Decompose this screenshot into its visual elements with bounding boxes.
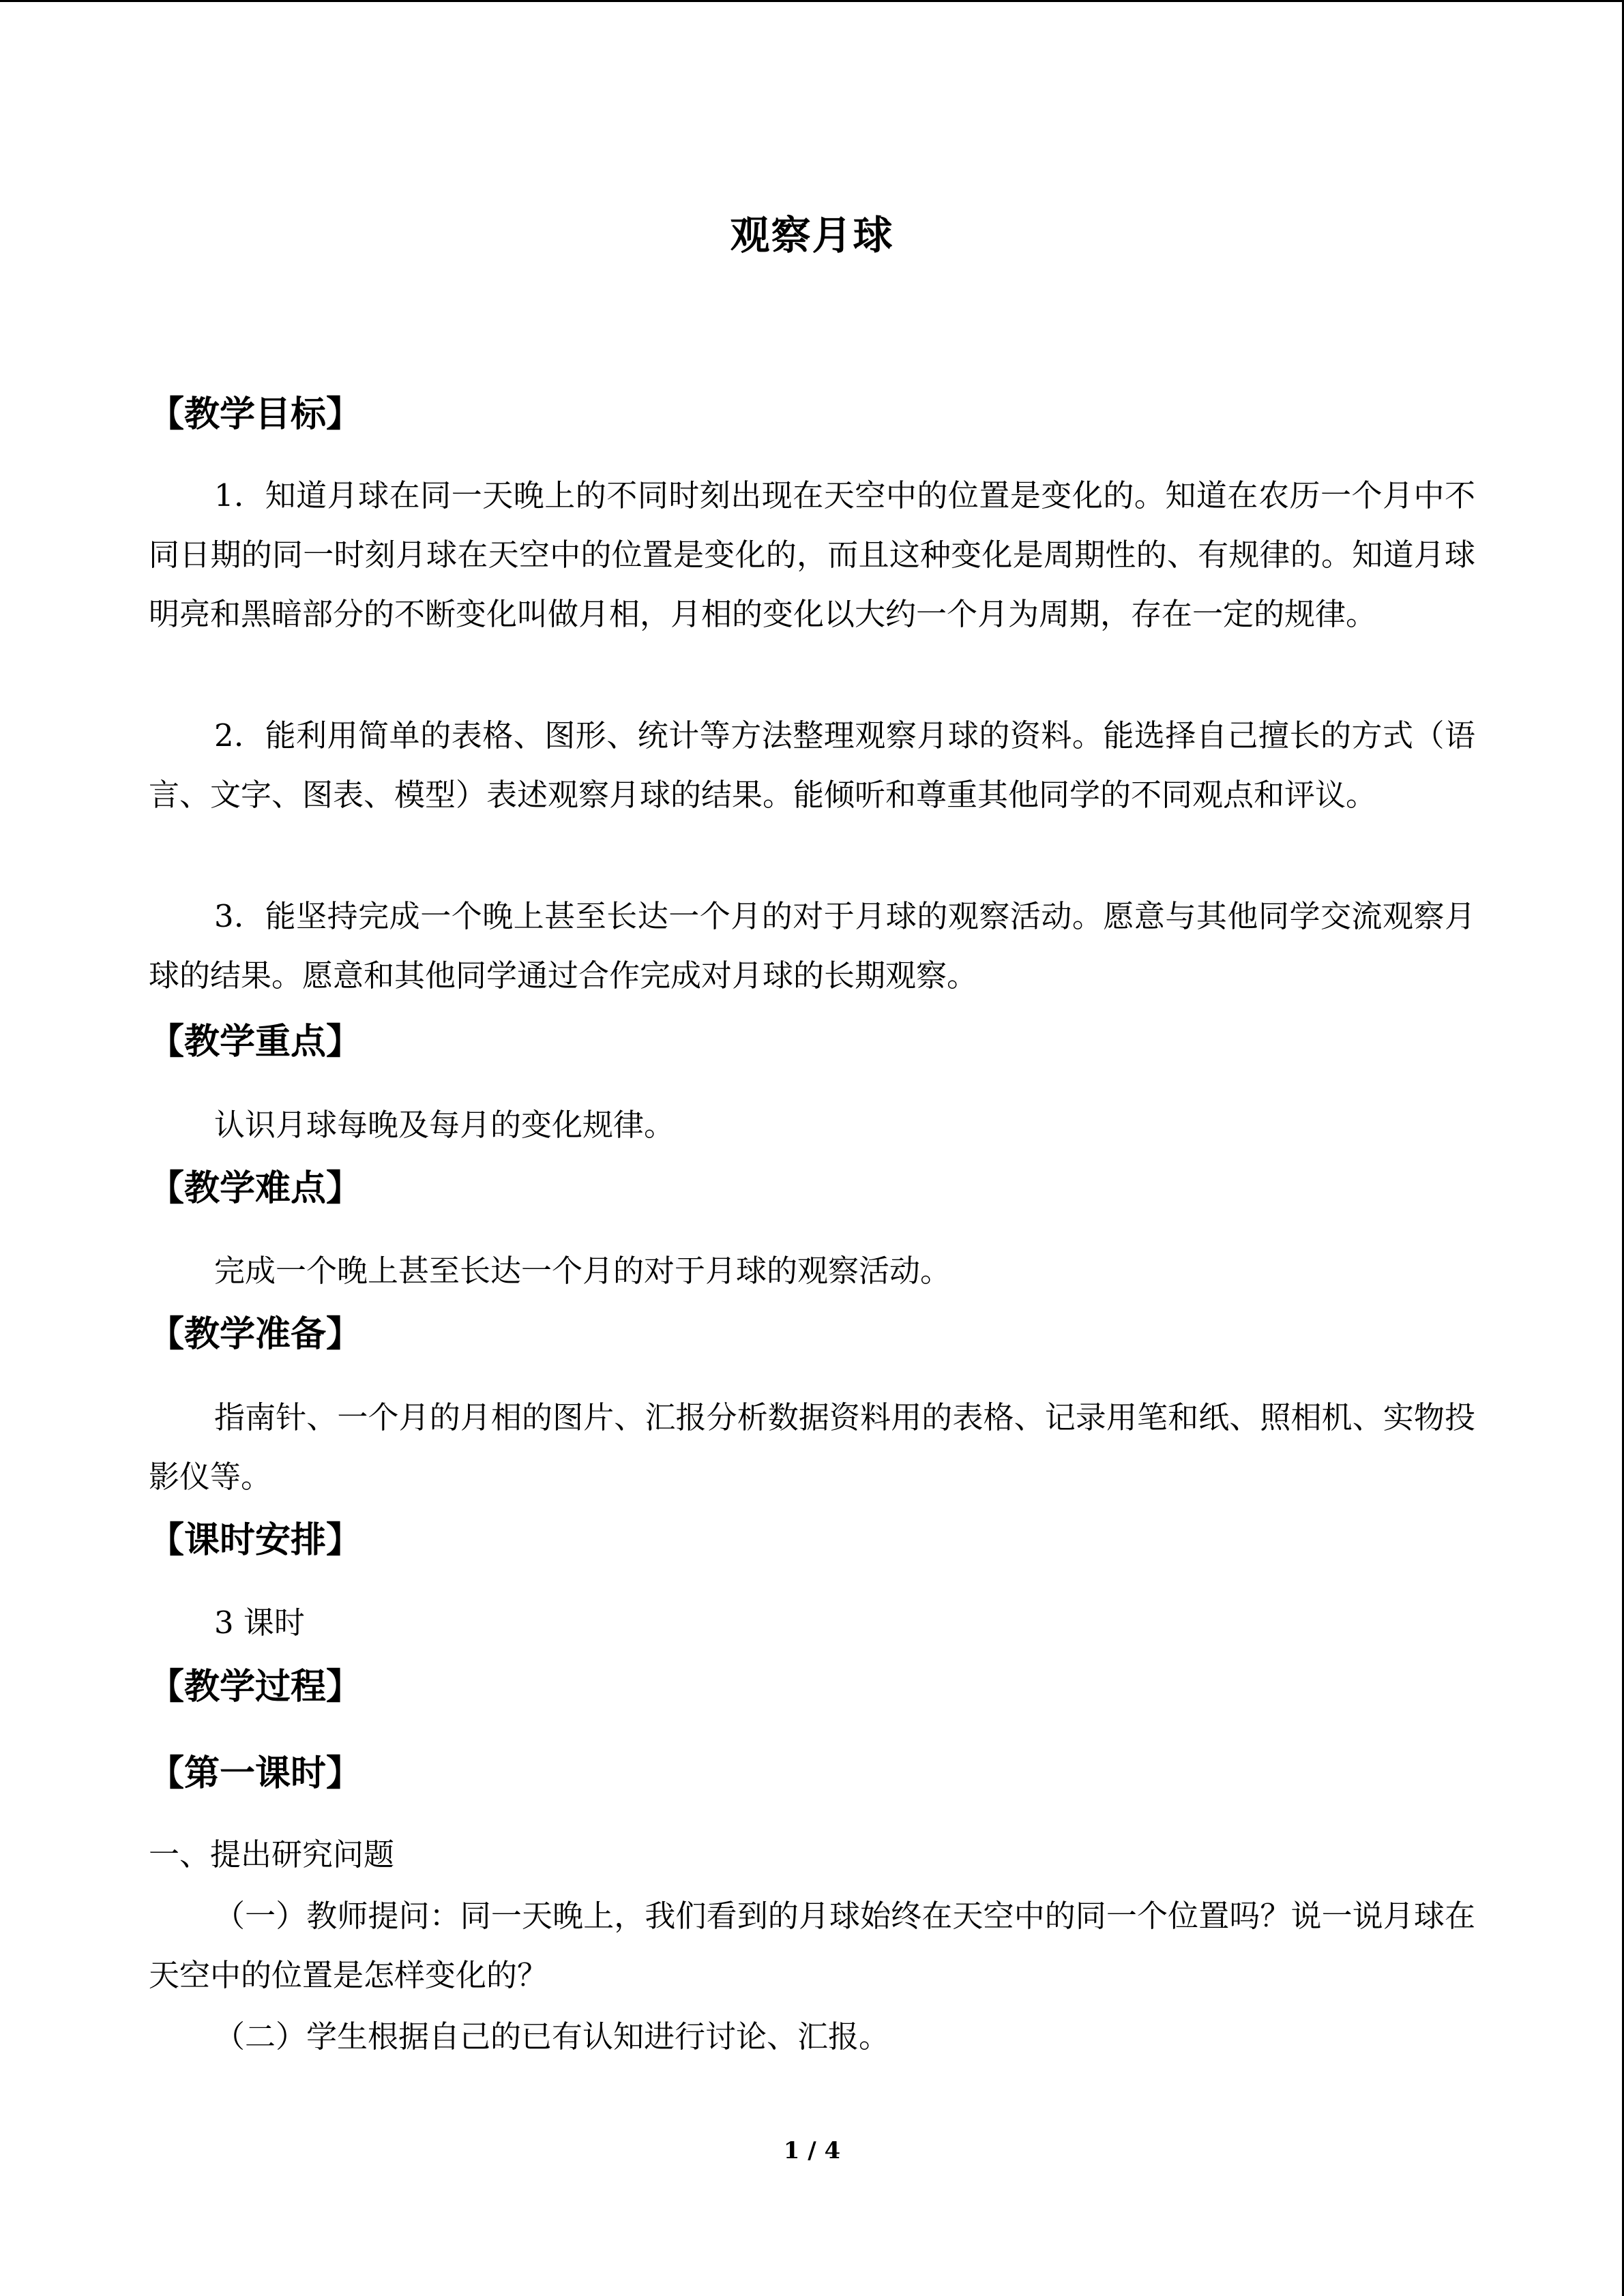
heading-key-points: 【教学重点】 <box>149 1022 362 1062</box>
page-number: 1 / 4 <box>783 2137 841 2164</box>
document-title: 观察月球 <box>730 212 894 258</box>
difficulties-text: 完成一个晚上甚至长达一个月的对于月球的观察活动。 <box>214 1253 951 1289</box>
heading-objectives: 【教学目标】 <box>149 394 362 435</box>
heading-process: 【教学过程】 <box>149 1667 362 1708</box>
objective-item-1: 1．知道月球在同一天晚上的不同时刻出现在天空中的位置是变化的。知道在农历一个月中不同日期的同一时刻月球在天空中的位置是变化的，而且这种变化是周期性的、有规律的。知道月球明亮和黑暗部分的不断变化叫做月相，月相的变化以大约一个月为周期，存在一定的规律。 <box>149 477 1475 632</box>
key-points-text: 认识月球每晚及每月的变化规律。 <box>214 1107 675 1143</box>
lesson-1-item-2: （二）学生根据自己的已有认知进行讨论、汇报。 <box>214 2018 890 2055</box>
preparation-text: 指南针、一个月的月相的图片、汇报分析数据资料用的表格、记录用笔和纸、照相机、实物投影仪等。 <box>149 1399 1475 1495</box>
objective-item-3: 3．能坚持完成一个晚上甚至长达一个月的对于月球的观察活动。愿意与其他同学交流观察月球的结果。愿意和其他同学通过合作完成对月球的长期观察。 <box>149 898 1475 994</box>
heading-difficulties: 【教学难点】 <box>149 1168 362 1209</box>
heading-lesson-1: 【第一课时】 <box>149 1753 362 1794</box>
heading-schedule: 【课时安排】 <box>149 1520 362 1561</box>
objective-item-2: 2．能利用简单的表格、图形、统计等方法整理观察月球的资料。能选择自己擅长的方式（语言、文字、图表、模型）表述观察月球的结果。能倾听和尊重其他同学的不同观点和评议。 <box>149 717 1475 813</box>
schedule-text: 3 课时 <box>214 1605 305 1641</box>
lesson-1-item-1: （一）教师提问：同一天晚上，我们看到的月球始终在天空中的同一个位置吗？说一说月球在天空中的位置是怎样变化的？ <box>149 1898 1475 1993</box>
heading-preparation: 【教学准备】 <box>149 1314 362 1355</box>
lesson-1-step-title: 一、提出研究问题 <box>149 1836 395 1873</box>
